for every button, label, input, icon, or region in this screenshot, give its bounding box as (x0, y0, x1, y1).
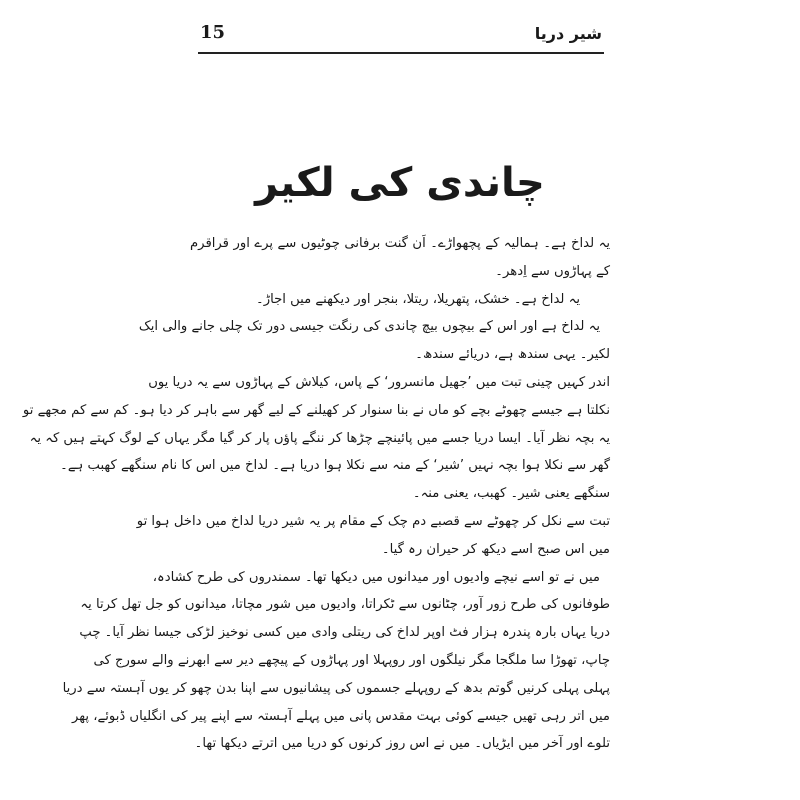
page-number: 15 (200, 22, 226, 43)
text-line: طوفانوں کی طرح زور آور، چٹانوں سے ٹکراتا، وادیوں میں شور مچاتا، میدانوں کو جل تھل کرتا یہ (80, 597, 610, 613)
text-line: یہ لداخ ہے اور اس کے بیچوں بیچ چاندی کی رنگت جیسی دور تک چلی جانے والی ایک (138, 319, 600, 335)
text-line: چاپ، تھوڑا سا ملگجا مگر نیلگوں اور روپہلا اور پہاڑوں کے پیچھے دیر سے ابھرنے والے سورج کی (93, 652, 610, 668)
text-line: یہ لداخ ہے۔ ہمالیہ کے پچھواڑے۔ اَن گنت برفانی چوٹیوں سے پرے اور قراقرم (190, 236, 610, 251)
text-line: کے پہاڑوں سے اِدھر۔ (495, 263, 610, 279)
text-line: میں اتر رہی تھیں جیسے کوئی بہت مقدس پانی میں پہلے آہستہ سے اپنے پیر کی انگلیاں ڈبوئے، پھر (72, 708, 610, 724)
text-line: یہ لداخ ہے۔ خشک، پتھریلا، ریتلا، بنجر اور دیکھنے میں اجاڑ۔ (256, 291, 580, 307)
text-line: گھر سے نکلا ہوا بچہ نہیں ’شیر‘ کے منہ سے نکلا ہوا دریا ہے۔ لداخ میں اس کا نام سنگھے کھبب ہے۔ (60, 458, 610, 474)
running-title: شیر دریا (534, 24, 602, 43)
text-line: دریا یہاں بارہ پندرہ ہزار فٹ اوپر لداخ کی ریتلی وادی میں کسی نوخیز لڑکی جیسا نظر آیا۔ چپ (79, 625, 610, 641)
text-line: یہ بچہ نظر آیا۔ ایسا دریا جسے میں پائینچے چڑھا کر ننگے پاؤں پار کر گیا مگر یہاں کے لوگ کہتے ہیں کہ یہ (29, 430, 610, 446)
body-text (22, 230, 610, 758)
header-rule (198, 52, 604, 54)
text-line: نکلتا ہے جیسے چھوٹے بچے کو ماں نے بنا سنوار کر کھیلنے کے لیے گھر سے باہر کر دیا ہو۔ کم سے کم مجھے تو (22, 402, 610, 418)
text-line: میں اس صبح اسے دیکھ کر حیران رہ گیا۔ (381, 541, 610, 557)
text-line: لکیر۔ یہی سندھ ہے، دریائے سندھ۔ (415, 347, 610, 363)
text-line: اندر کہیں چینی تبت میں ’جھیل مانسرور‘ کے پاس، کیلاش کے پہاڑوں سے یہ دریا یوں (148, 374, 610, 390)
chapter-title: چاندی کی لکیر (255, 160, 545, 206)
text-line: سنگھے یعنی شیر۔ کھبب، یعنی منہ۔ (412, 486, 610, 502)
text-line: میں نے تو اسے نیچے وادیوں اور میدانوں میں دیکھا تھا۔ سمندروں کی طرح کشادہ، (152, 569, 600, 585)
text-line: تلوے اور آخر میں ایڑیاں۔ میں نے اس روز کرنوں کو دریا میں اترتے دیکھا تھا۔ (194, 736, 610, 752)
text-line: پہلی پہلی کرنیں گوتم بدھ کے روپہلے جسموں کی پیشانیوں سے اپنا بدن چھو کر یوں آہستہ سے دریا (62, 680, 610, 696)
text-line: تبت سے نکل کر چھوٹے سے قصبے دم چک کے مقام پر یہ شیر دریا لداخ میں داخل ہوا تو (136, 513, 610, 529)
